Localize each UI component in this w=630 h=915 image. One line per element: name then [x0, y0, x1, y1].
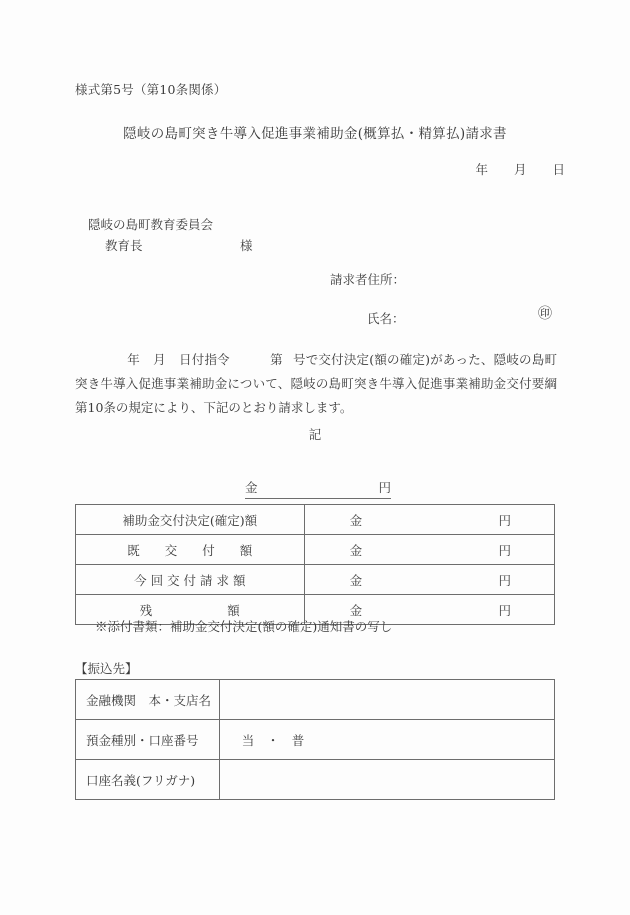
table-row	[76, 535, 555, 565]
amount-value-suffix: 円	[498, 542, 511, 558]
claimant-name-label: 氏名：	[367, 311, 405, 326]
table-row	[76, 505, 555, 535]
body-number-label: 第	[269, 352, 283, 367]
body-month-label: 月	[152, 352, 166, 367]
amount-row-label: 残 額	[76, 595, 305, 625]
amount-summary-line	[245, 478, 391, 499]
table-row	[76, 680, 555, 720]
attachment-note: ※添付書類：補助金交付決定(額の確定)通知書の写し	[95, 619, 393, 634]
addressee-honorific: 様	[240, 238, 253, 253]
amount-value-prefix: 金	[349, 542, 363, 558]
amount-row-label: 補助金交付決定(確定)額	[76, 505, 305, 535]
bank-row-value[interactable]	[219, 680, 554, 720]
bank-transfer-table	[75, 679, 555, 800]
seal-icon: ㊞	[538, 306, 552, 322]
amount-value-prefix: 金	[349, 512, 363, 528]
bank-row-label: 預金種別・口座番号	[76, 720, 220, 760]
amount-table	[75, 504, 555, 625]
bank-row-value[interactable]	[219, 760, 554, 800]
body-year-label: 年	[127, 352, 140, 367]
amount-row-value[interactable]	[304, 535, 554, 565]
date-day-label: 日	[552, 162, 565, 177]
claimant-address-label: 請求者住所：	[330, 272, 406, 287]
amount-value-prefix: 金	[349, 572, 363, 588]
table-row	[76, 760, 555, 800]
table-row	[76, 565, 555, 595]
amount-row-label: 既 交 付 額	[76, 535, 305, 565]
table-row	[76, 720, 555, 760]
bank-row-label: 金融機関 本・支店名	[76, 680, 220, 720]
date-line	[0, 160, 630, 178]
document-title: 隠岐の島町突き牛導入促進事業補助金(概算払・精算払)請求書	[123, 126, 507, 142]
date-month-label: 月	[513, 162, 527, 177]
body-main-text: 号で交付決定(額の確定)があった、隠岐の島町突き牛導入促進事業補助金について、隠岐の島町突き牛導入促進事業補助金交付要綱第10条の規定により、下記のとおり請求します。	[75, 352, 557, 415]
body-paragraph	[75, 348, 557, 420]
bank-section-heading: 【振込先】	[75, 661, 138, 676]
amount-row-value[interactable]	[304, 505, 554, 535]
amount-value-suffix: 円	[498, 602, 511, 618]
date-year-label: 年	[475, 162, 488, 177]
kiji-label: 記	[308, 427, 322, 442]
amount-summary-suffix: 円	[378, 480, 391, 495]
addressee-title: 教育長	[105, 238, 143, 253]
amount-value-prefix: 金	[349, 602, 363, 618]
form-number: 様式第5号（第10条関係）	[75, 82, 227, 97]
amount-summary-prefix: 金	[245, 480, 258, 495]
bank-row-label: 口座名義(フリガナ)	[76, 760, 220, 800]
body-order-label: 日付指令	[178, 352, 230, 367]
amount-row-label: 今 回 交 付 請 求 額	[76, 565, 305, 595]
bank-row-value[interactable]: 当 ・ 普	[219, 720, 554, 760]
amount-row-value[interactable]	[304, 565, 554, 595]
amount-value-suffix: 円	[498, 572, 511, 588]
amount-value-suffix: 円	[498, 512, 511, 528]
addressee-organization: 隠岐の島町教育委員会	[88, 217, 214, 232]
